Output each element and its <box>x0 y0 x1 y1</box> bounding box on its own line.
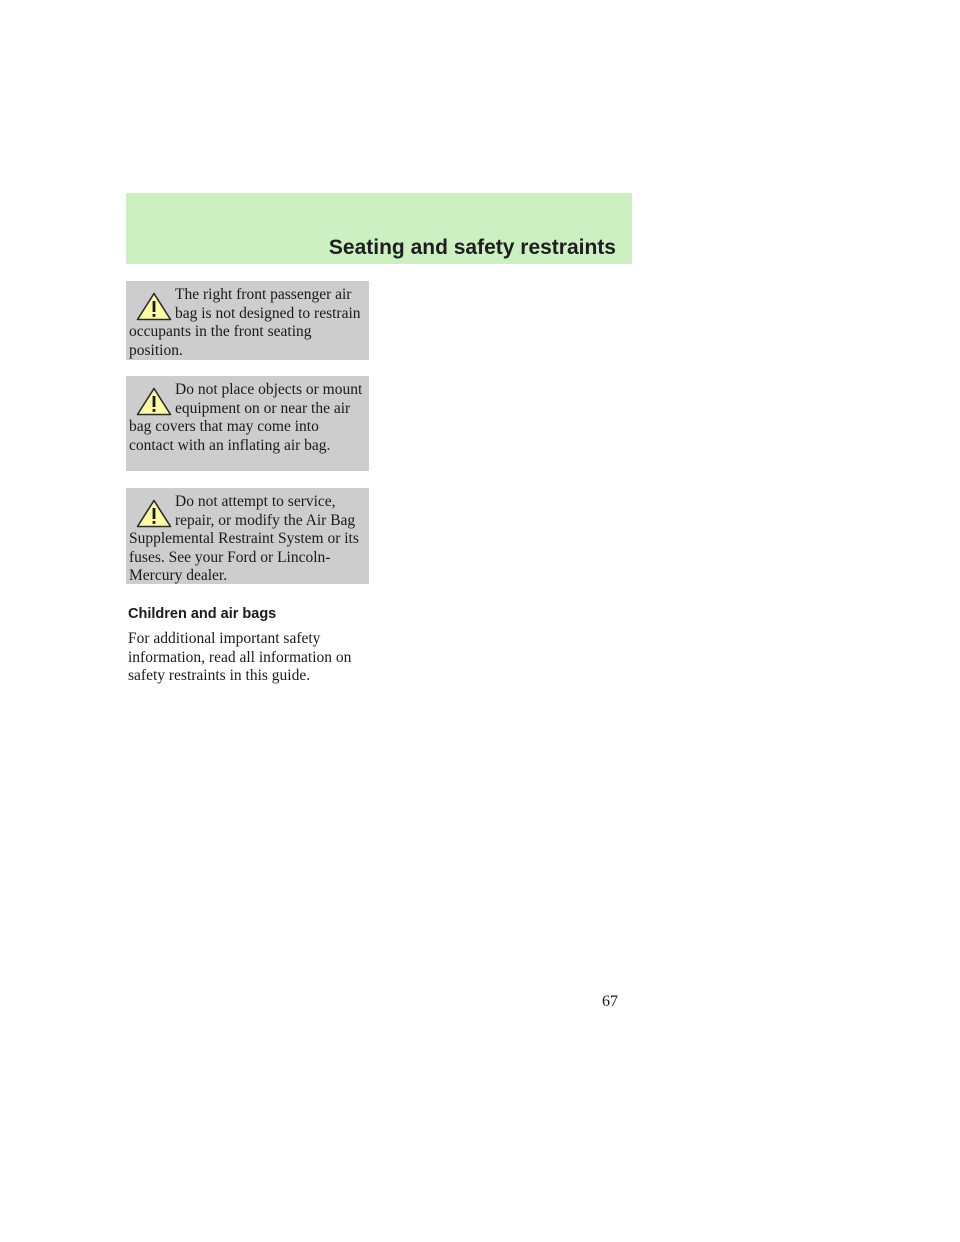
warning-box <box>126 488 369 584</box>
warning-box <box>126 376 369 471</box>
warning-box <box>126 281 369 360</box>
body-paragraph: For additional important safety information, read all information on safety restraints in this guide. <box>128 630 352 684</box>
page-title: Seating and safety restraints <box>328 236 616 259</box>
warning-text: The right front passenger air bag is not designed to restrain occupants in the front seating position. <box>129 286 361 359</box>
page-number: 67 <box>602 993 618 1010</box>
warning-text: Do not attempt to service, repair, or modify the Air Bag Supplemental Restraint System or its fuses. See your Ford or Lincoln-Mercury dealer. <box>129 493 359 584</box>
section-heading: Children and air bags <box>128 606 277 622</box>
warning-text: Do not place objects or mount equipment on or near the air bag covers that may come into contact with an inflating air bag. <box>129 381 363 454</box>
header-band <box>126 193 632 264</box>
